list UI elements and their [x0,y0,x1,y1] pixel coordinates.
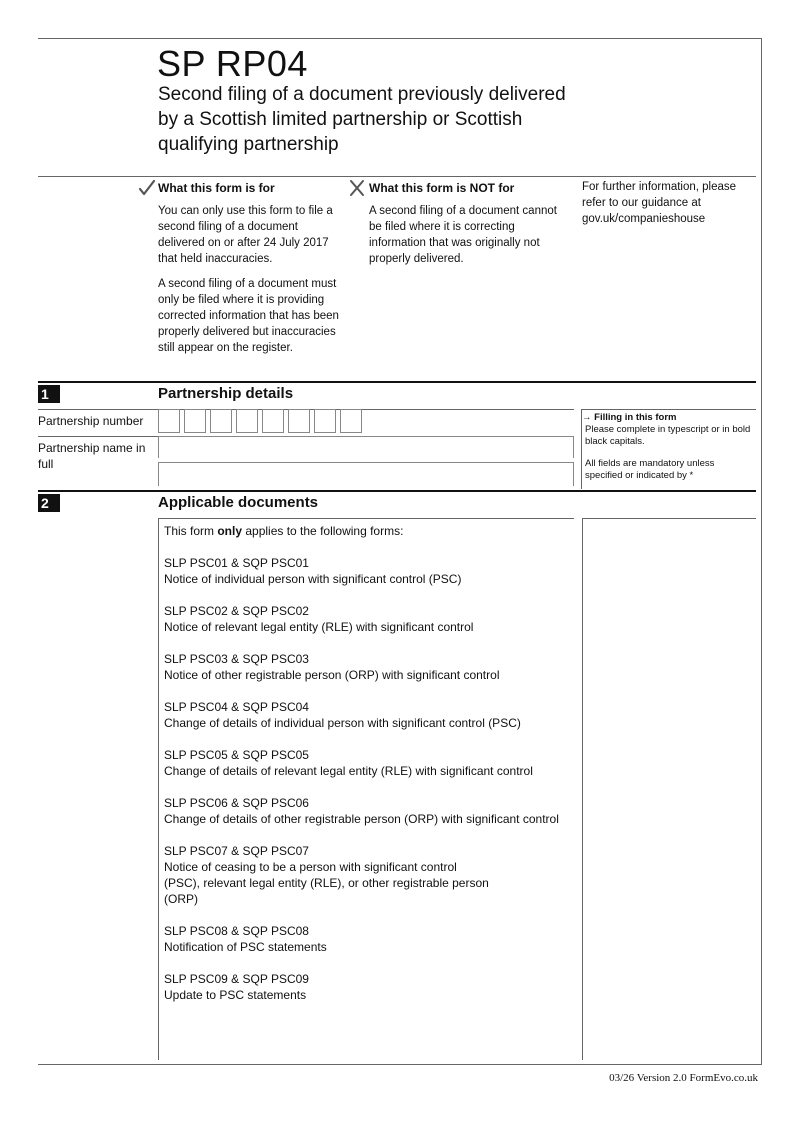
top-rule [38,38,762,39]
document-description: Change of details of relevant legal entity (RLE) with significant control [164,764,533,778]
for-heading: What this form is for [158,181,275,195]
applicable-documents-list [164,523,569,1019]
document-description: Notice of other registrable person (ORP) with significant control [164,668,500,682]
sidenote-heading: Filling in this form [594,412,677,423]
document-description: Change of details of individual person with significant control (PSC) [164,716,521,730]
right-frame-line [761,38,762,1064]
document-code: SLP PSC01 & SQP PSC01 [164,556,309,570]
sidenote-rule [581,409,756,410]
intro-rule [38,176,756,177]
form-code: SP RP04 [157,43,308,84]
section1-number: 1 [38,385,60,403]
for-text [158,203,346,365]
document-description: Update to PSC statements [164,988,307,1002]
sidenote-line1: Please complete in typescript or in bold black capitals. [585,424,751,447]
docs-right-border [582,518,583,1060]
section2-number: 2 [38,494,60,512]
document-code: SLP PSC04 & SQP PSC04 [164,700,309,714]
further-info-text: For further information, please refer to our guidance at gov.uk/companieshouse [582,181,737,225]
document-entry [164,923,569,955]
not-for-paragraph: A second filing of a document cannot be filed where it is correcting information that was originally not properly delivered. [369,205,557,265]
document-code: SLP PSC08 & SQP PSC08 [164,924,309,938]
document-code: SLP PSC03 & SQP PSC03 [164,652,309,666]
form-title: Second filing of a document previously delivered by a Scottish limited partnership or Scottish qualifying partnership [158,84,566,155]
document-entry [164,971,569,1003]
bottom-rule [38,1064,762,1065]
for-paragraph: A second filing of a document must only be filed where it is providing corrected information that has been properly delivered but inaccuracies still appear on the register. [158,278,339,354]
partnership-number-cell[interactable] [236,409,258,433]
document-code: SLP PSC02 & SQP PSC02 [164,604,309,618]
partnership-name-field-line2[interactable] [158,462,574,486]
document-entry [164,747,569,779]
section2-title: Applicable documents [158,494,319,511]
sidenote-line2: All fields are mandatory unless specified or indicated by * [585,458,715,481]
document-description: Notice of individual person with significant control (PSC) [164,572,462,586]
checkmark-icon [138,179,156,197]
cross-icon [349,179,365,197]
document-entry [164,795,569,827]
not-for-text [369,203,561,276]
section1-rule [38,381,756,383]
section2-rule [38,490,756,492]
document-entry [164,699,569,731]
docs-top-rule [158,518,574,519]
not-for-heading: What this form is NOT for [369,181,515,195]
docs-side-rule [582,518,756,519]
partnership-name-label: Partnership name in full [38,441,146,471]
document-code: SLP PSC07 & SQP PSC07 [164,844,309,858]
document-entry [164,603,569,635]
document-entry [164,843,569,907]
partnership-number-cell[interactable] [210,409,232,433]
document-code: SLP PSC05 & SQP PSC05 [164,748,309,762]
only-emphasis: only [217,524,243,538]
section1-title: Partnership details [158,385,294,402]
docs-left-border [158,518,159,1060]
partnership-number-cell[interactable] [288,409,310,433]
document-code: SLP PSC09 & SQP PSC09 [164,972,309,986]
partnership-number-cell[interactable] [184,409,206,433]
partnership-number-label: Partnership number [38,414,144,428]
document-entry [164,555,569,587]
document-description: Notice of ceasing to be a person with significant control (PSC), relevant legal entity (RLE), or other registrable person (ORP) [164,860,489,906]
partnership-number-cell[interactable] [314,409,336,433]
partnership-number-cell[interactable] [340,409,362,433]
for-paragraph: You can only use this form to file a second filing of a document delivered on or after 24 July 2017 that held inaccuracies. [158,205,333,265]
version-footer: 03/26 Version 2.0 FormEvo.co.uk [609,1072,758,1084]
arrow-right-icon: → [582,412,592,423]
filling-in-note [582,412,754,482]
partnership-name-field-line1[interactable] [158,436,574,458]
document-code: SLP PSC06 & SQP PSC06 [164,796,309,810]
partnership-number-cell[interactable] [262,409,284,433]
document-description: Notification of PSC statements [164,940,327,954]
document-description: Change of details of other registrable person (ORP) with significant control [164,812,559,826]
document-description: Notice of relevant legal entity (RLE) with significant control [164,620,474,634]
document-entry [164,651,569,683]
documents-intro: This form only applies to the following forms: [164,524,404,538]
partnership-number-cell[interactable] [158,409,180,433]
